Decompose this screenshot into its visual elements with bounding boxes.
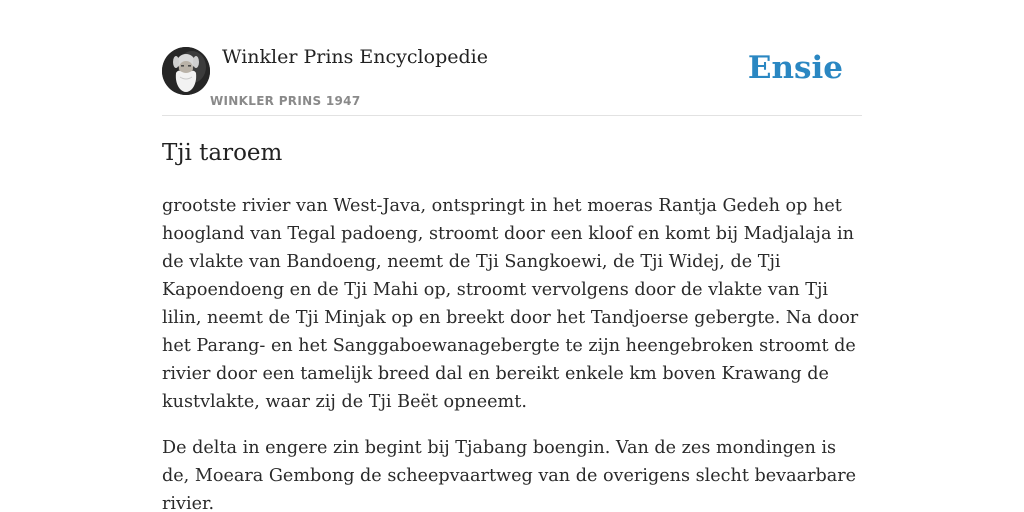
article-body: [162, 192, 862, 512]
brand-logo[interactable]: Ensie: [747, 50, 843, 86]
article-paragraph: grootste rivier van West-Java, ontspringt in het moeras Rantja Gedeh op het hoogland van Tegal padoeng, stroomt door een kloof en komt bij Madjalaja in de vlakte van Bandoeng, neemt de Tji Sangkoewi, de Tji Widej, de Tji Kapoendoeng en de Tji Mahi op, stroomt vervolgens door de vlakte van Tji lilin, neemt de Tji Minjak op en breekt door het Tandjoerse gebergte. Na door het Parang- en het Sanggaboewanagebergte te zijn heengebroken stroomt de rivier door een tamelijk breed dal en bereikt enkele km boven Krawang de kustvlakte, waar zij de Tji Beët opneemt.: [162, 196, 859, 412]
edition-label[interactable]: WINKLER PRINS 1947: [210, 94, 361, 108]
avatar[interactable]: [162, 47, 210, 95]
site-header: [162, 44, 862, 116]
article-title: Tji taroem: [162, 140, 283, 166]
bearded-man-portrait-icon: [162, 47, 210, 95]
article-paragraph: De delta in engere zin begint bij Tjabang boengin. Van de zes mondingen is de, Moeara Gembong de scheepvaartweg van de overigens slecht bevaarbare rivier.: [162, 438, 857, 512]
site-name[interactable]: Winkler Prins Encyclopedie: [222, 46, 488, 68]
